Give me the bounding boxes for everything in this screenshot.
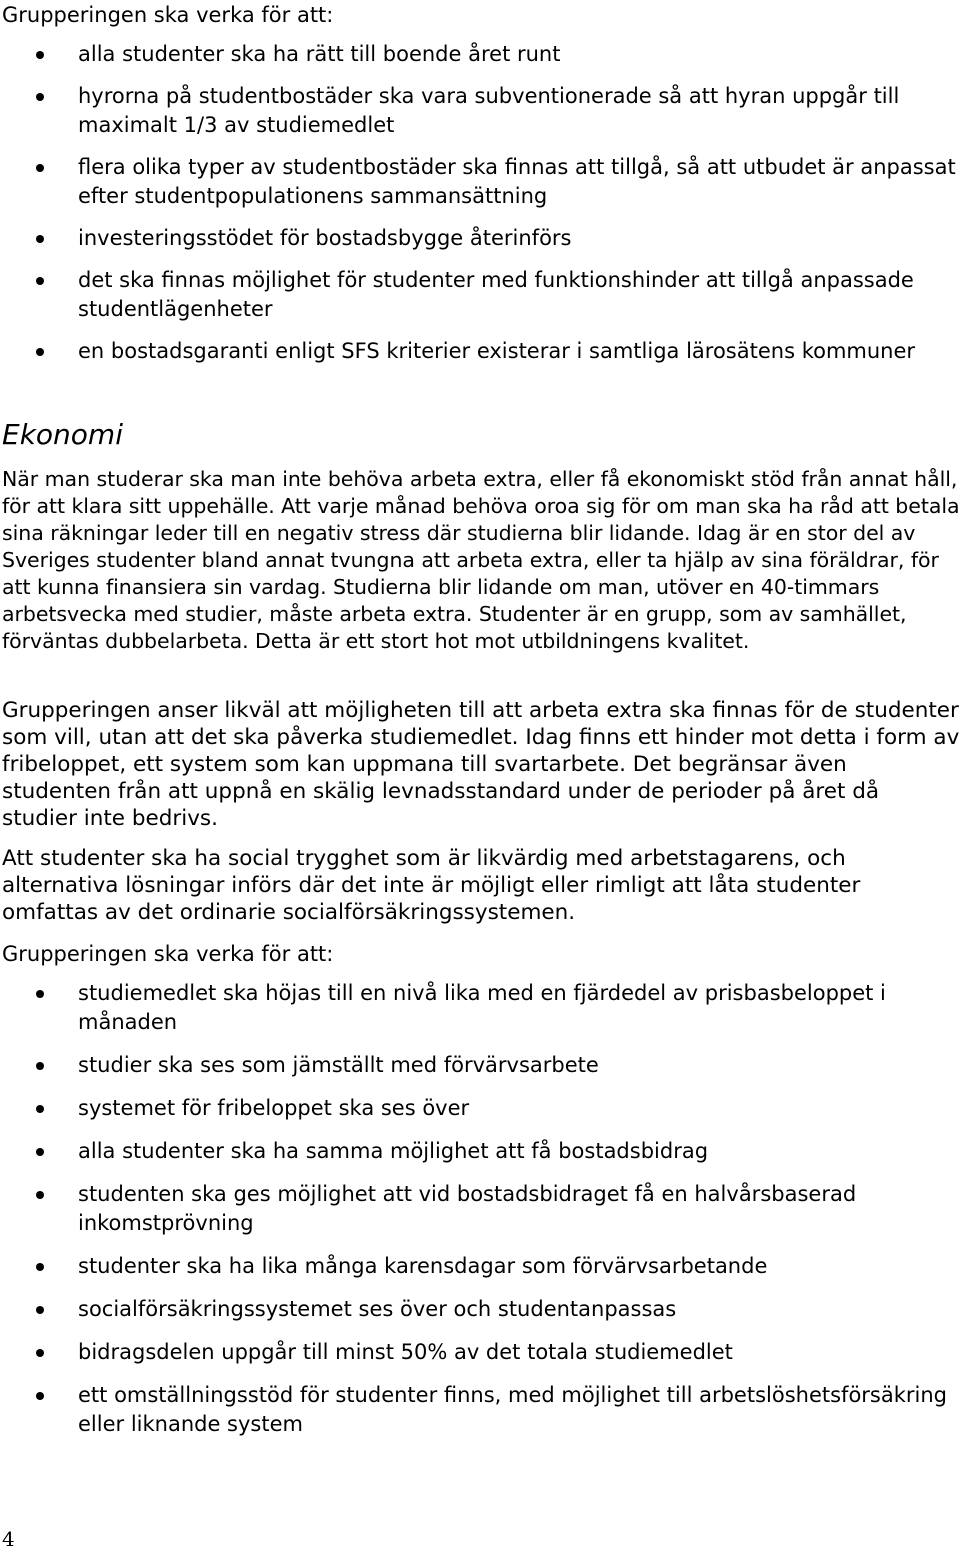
- list-item: [0, 1295, 960, 1324]
- list-item: [0, 1381, 960, 1439]
- list-item-text: bidragsdelen uppgår till minst 50% av det totala studiemedlet: [78, 1340, 733, 1364]
- bullet-icon: [36, 1105, 44, 1113]
- list-item: [0, 1252, 960, 1281]
- bullet-icon: [36, 277, 44, 285]
- bullet-icon: [36, 93, 44, 101]
- list-item-text: hyrorna på studentbostäder ska vara subventionerade så att hyran uppgår till maximalt 1/3 av studiemedlet: [78, 84, 900, 137]
- paragraph-3: Att studenter ska ha social trygghet som är likvärdig med arbetstagarens, och alternativa lösningar införs där det inte är möjligt eller rimligt att låta studenter omfattas av det ordinarie socialförsäkringssystemen.: [2, 846, 861, 925]
- list-item-text: en bostadsgaranti enligt SFS kriterier existerar i samtliga lärosätens kommuner: [78, 339, 916, 363]
- list-item-text: studenter ska ha lika många karensdagar som förvärvsarbetande: [78, 1254, 768, 1278]
- list-item: [0, 1137, 960, 1166]
- paragraph-2: Grupperingen anser likväl att möjligheten till att arbeta extra ska finnas för de studenter som vill, utan att det ska påverka studiemedlet. Idag finns ett hinder mot detta i form av fribeloppet, ett system som kan uppmana till svartarbete. Det begränsar även studenten från att uppnå en skälig levnadsstandard under de perioder på året då studier inte bedrivs.: [2, 698, 960, 831]
- bullet-icon: [36, 1392, 44, 1400]
- bullet-icon: [36, 1191, 44, 1199]
- bullet-icon: [36, 1148, 44, 1156]
- list-item-text: investeringsstödet för bostadsbygge återinförs: [78, 226, 572, 250]
- list-item-text: alla studenter ska ha samma möjlighet att få bostadsbidrag: [78, 1139, 709, 1163]
- list-item-text: det ska finnas möjlighet för studenter med funktionshinder att tillgå anpassade studentlägenheter: [78, 268, 914, 321]
- list-item-text: alla studenter ska ha rätt till boende året runt: [78, 42, 561, 66]
- list-item: [0, 1094, 960, 1123]
- bullet-icon: [36, 1349, 44, 1357]
- bullet-list-housing: [0, 40, 960, 379]
- list-item: [0, 1051, 960, 1080]
- page-number: 4: [2, 1527, 15, 1551]
- list-item: [0, 266, 960, 324]
- list-item-text: studiemedlet ska höjas till en nivå lika med en fjärdedel av prisbasbeloppet i månaden: [78, 981, 886, 1034]
- bullet-icon: [36, 164, 44, 172]
- paragraph-1: När man studerar ska man inte behöva arbeta extra, eller få ekonomiskt stöd från annat håll, för att klara sitt uppehälle. Att varje månad behöva oroa sig för om man ska ha råd att betala sina räkningar leder till en negativ stress där studierna blir lidande. Idag är en stor del av Sveriges studenter bland annat tvungna att arbeta extra, eller ta hjälp av sina föräldrar, för att kunna finansiera sin vardag. Studierna blir lidande om man, utöver en 40-timmars arbetsvecka med studier, måste arbeta extra. Studenter är en grupp, som av samhället, förväntas dubbelarbeta. Detta är ett stort hot mot utbildningens kvalitet.: [2, 467, 960, 653]
- bullet-icon: [36, 348, 44, 356]
- bullet-icon: [36, 990, 44, 998]
- bullet-list-economy: [0, 979, 960, 1453]
- intro-text-1: Grupperingen ska verka för att:: [2, 3, 334, 27]
- list-item: [0, 337, 960, 366]
- list-item-text: studier ska ses som jämställt med förvärvsarbete: [78, 1053, 599, 1077]
- list-item: [0, 979, 960, 1037]
- bullet-icon: [36, 51, 44, 59]
- list-item-text: socialförsäkringssystemet ses över och studentanpassas: [78, 1297, 677, 1321]
- bullet-icon: [36, 1306, 44, 1314]
- list-item: [0, 224, 960, 253]
- list-item-text: flera olika typer av studentbostäder ska finnas att tillgå, så att utbudet är anpassat efter studentpopulationens sammansättning: [78, 155, 956, 208]
- list-item: [0, 1180, 960, 1238]
- section-heading-ekonomi: Ekonomi: [2, 418, 123, 451]
- bullet-icon: [36, 235, 44, 243]
- bullet-icon: [36, 1062, 44, 1070]
- bullet-icon: [36, 1263, 44, 1271]
- list-item: [0, 40, 960, 69]
- list-item: [0, 82, 960, 140]
- list-item: [0, 1338, 960, 1367]
- list-item: [0, 153, 960, 211]
- intro-text-2: Grupperingen ska verka för att:: [2, 942, 334, 966]
- list-item-text: systemet för fribeloppet ska ses över: [78, 1096, 470, 1120]
- list-item-text: ett omställningsstöd för studenter finns, med möjlighet till arbetslöshetsförsäkring eller liknande system: [78, 1383, 948, 1436]
- list-item-text: studenten ska ges möjlighet att vid bostadsbidraget få en halvårsbaserad inkomstprövning: [78, 1182, 857, 1235]
